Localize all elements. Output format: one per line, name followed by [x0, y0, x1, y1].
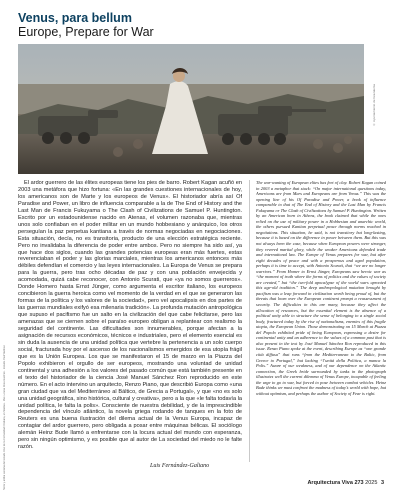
photo-credit: © Ayuntamiento de Grazalema [372, 84, 376, 127]
footer-issue: 273 [354, 480, 364, 486]
hero-photo [18, 44, 364, 174]
page-subtitle: Europe, Prepare for War [18, 25, 154, 39]
body-text-english: The war-wanting of European elites has feet of clay. Robert Kagan coined in 2003 a metaphor that stuck: “On major international questions today, Americans are from Mars and Europeans are from Venus.” This was the opening line of his Of Paradise and Power, a book of influence comparable to that of The End of History and the Last Man by Francis Fukuyama or The Clash of Civilizations by Samuel P. Huntington. Written by an American born in Athens, the book claimed that while the ones relied on the use of military power in a Hobbesian and anarchic world, the others pursued Kantian perpetual peace through norms reached in negotiations. This situation, he said, is not transitory but long-lasting, because it is based on the difference in power between them. But this was not always been the case, because when European powers were stronger, they revered martial glory, while the weaker Americans defended trade and international law. The Europe of Venus prepares for war, but after eight decades of peace and with a prosperous and aged population, perhaps it is time to accept, with Antonio Scurati, that “we are no longer warriors.” From Homer to Ernst Jünger, Europeans saw heroic war as “the moment of truth where the forms of politics and the values of society are created,” but “the two-fold apocalypse of the world wars uprooted this age-old tradition.” The deep anthropological mutation brought by pacifism was a leap forward in civilization worth being proud of, but the threats that loom over the European continent prompt a reassessment of security. The difficulties in this are many, because they affect the allocation of resources, but the essential element is the absence of a political unity able to structure the sense of belonging to a single social body, fractured today by the rise of nationalisms, enemies of this fragile utopia, the European Union. Those demonstrating on 15 March at Piazza del Popolo exhibited pride of being European, expressing a desire for continental unity and an adherence to the values of a common past that is also present in the text by José Manuel Sánchez Ron reproduced in this issue. Renzo Piano spoke at the event, describing Europe as “one grande città diffusa” that runs “from the Mediterranean to the Baltic, from Greece to Portugal,” but lacking “l’unità della Politica, a manca la Polis.” Aware of our weakness, and of our dependence on the Atlantic connection, the Greek bride surrounded by tanks in the photograph illustrates well the current dilemma of Venus Europe, incapable of feeling the urge to go to war, but forced to pose between combat vehicles. Heinz Bude thinks we must confront the madness of today’s world with hope, but without optimism, and perhaps the author of Society of Fear is right. [256, 180, 386, 396]
author-signature: Luis Fernández-Galiano [150, 463, 210, 469]
body-text-spanish: El ardor guerrero de las élites europeas tiene los pies de barro. Robert Kagan acuñó en 2003 una metáfora que hizo fortuna: «En las grandes cuestiones internacionales de hoy, los americanos son de Marte y los europeos de Venus». El historiador abría así Of Paradise and Power, un libro de influencia comparable a la de The End of History and the Last Man de Francis Fukuyama o The Clash of Civilizations de Samuel P. Huntington. Escrito por un estadounidense nacido en Atenas, el volumen razonaba que, mientras unos solo confiaban en el poder militar en un mundo hobbesiano y anárquico, los otros perseguían la paz perpetua kantiana a través de normas negociadas en negociaciones. Esta situación, decía, no es transitoria, producto de una elección estratégica reciente. Pero no invalidaba la diferencia de poder entre ambos. Pero no siempre ha sido así, ya que hace dos siglos, cuando las grandes potencias europeas eran más fuertes, estas reverenciaban el poder y las glorias marciales, mientras los americanos entonces más débiles defendían el comercio y las leyes internacionales. La Europa de Venus se prepara para la guerra, pero tras ocho décadas de paz y con una población envejecida y acomodada, quizá cabe reconocer, con Antonio Scurati, que «ya no somos guerreros». Donde Homero hasta Ernst Jünger, como argumenta el escritor italiano, los europeos concibieron la guerra heroica como vel momento de la verdad en el que se generaron las formas de la política y los valores de la sociedad», pero vel apocalipsis en dos partes de las guerras mundiales exifyó esa milenaria tradición». La profunda mutación antropológica que supuso el pacifismo fue un salto en la civilización del que cabe felicitarse, pero las amenazas que se ciernen sobre el paraíso europeo obligan a replantear con realismo la seguridad del continente. Las dificultades son innumerables, porque afectan a la asignación de recursos económicos, técnicos e industriales, pero el elemento esencial es sin duda la ausencia de una unidad política que vertebre la pertenencia a un solo cuerpo social, fracturada hoy por el ascenso de los nacionalismos emergidos de esa utopía frágil que es la Unión Europea. Los que se manifestaron el 15 de marzo en la Piazza del Popolo exhibieron el orgullo de ser europeos, mostrando una voluntad de unidad continental y una adhesión a los valores del pasado común que está también presente en el texto del historiador de la ciencia José Manuel Sánchez Ron reproducido en este número. En el acto intervino un arquitecto, Renzo Piano, que describió Europa como «una gran ciudad que va del Mediterráneo al Báltico, de Grecia a Portugal», y que «no es solo una unidad geográfica, sino histórica, cultural y creativa», pero a la que «le falta todavía la unidad política, le falta la polis». Consciente de nuestra debilidad, y de la imprescindible dependencia del vínculo atlántico, la novela griega rodando de tanques en la foto de Reuters es una buena ilustración del dilema actual de la Venus Europa, incapaz de contagiar del ardor guerrero, pero obligada a posar entre máquinas bélicas. El sociólogo alemán Heinz Bude llamó a enfrentarse con la locura actual del mundo con esperanza, pero sin ningún optimismo, y es posible que al autor de La sociedad del miedo no le falte razón. [18, 180, 242, 451]
hero-photo-illustration [18, 44, 364, 174]
side-credit: Norte y arriba ventana del Estado Cruz de la Comunidad Cristiana, en Mantua · Mus Lorena Rosa Guzman · Estudio Paul Wellnow [3, 344, 6, 490]
footer-magazine: Arquitectura Viva [307, 480, 353, 486]
footer-page-number: 3 [380, 480, 384, 486]
footer-year: 2025 [365, 480, 378, 486]
page-footer [307, 480, 386, 486]
column-divider [249, 180, 250, 462]
page-title: Venus, para bellum [18, 11, 132, 25]
title-block [18, 11, 258, 39]
